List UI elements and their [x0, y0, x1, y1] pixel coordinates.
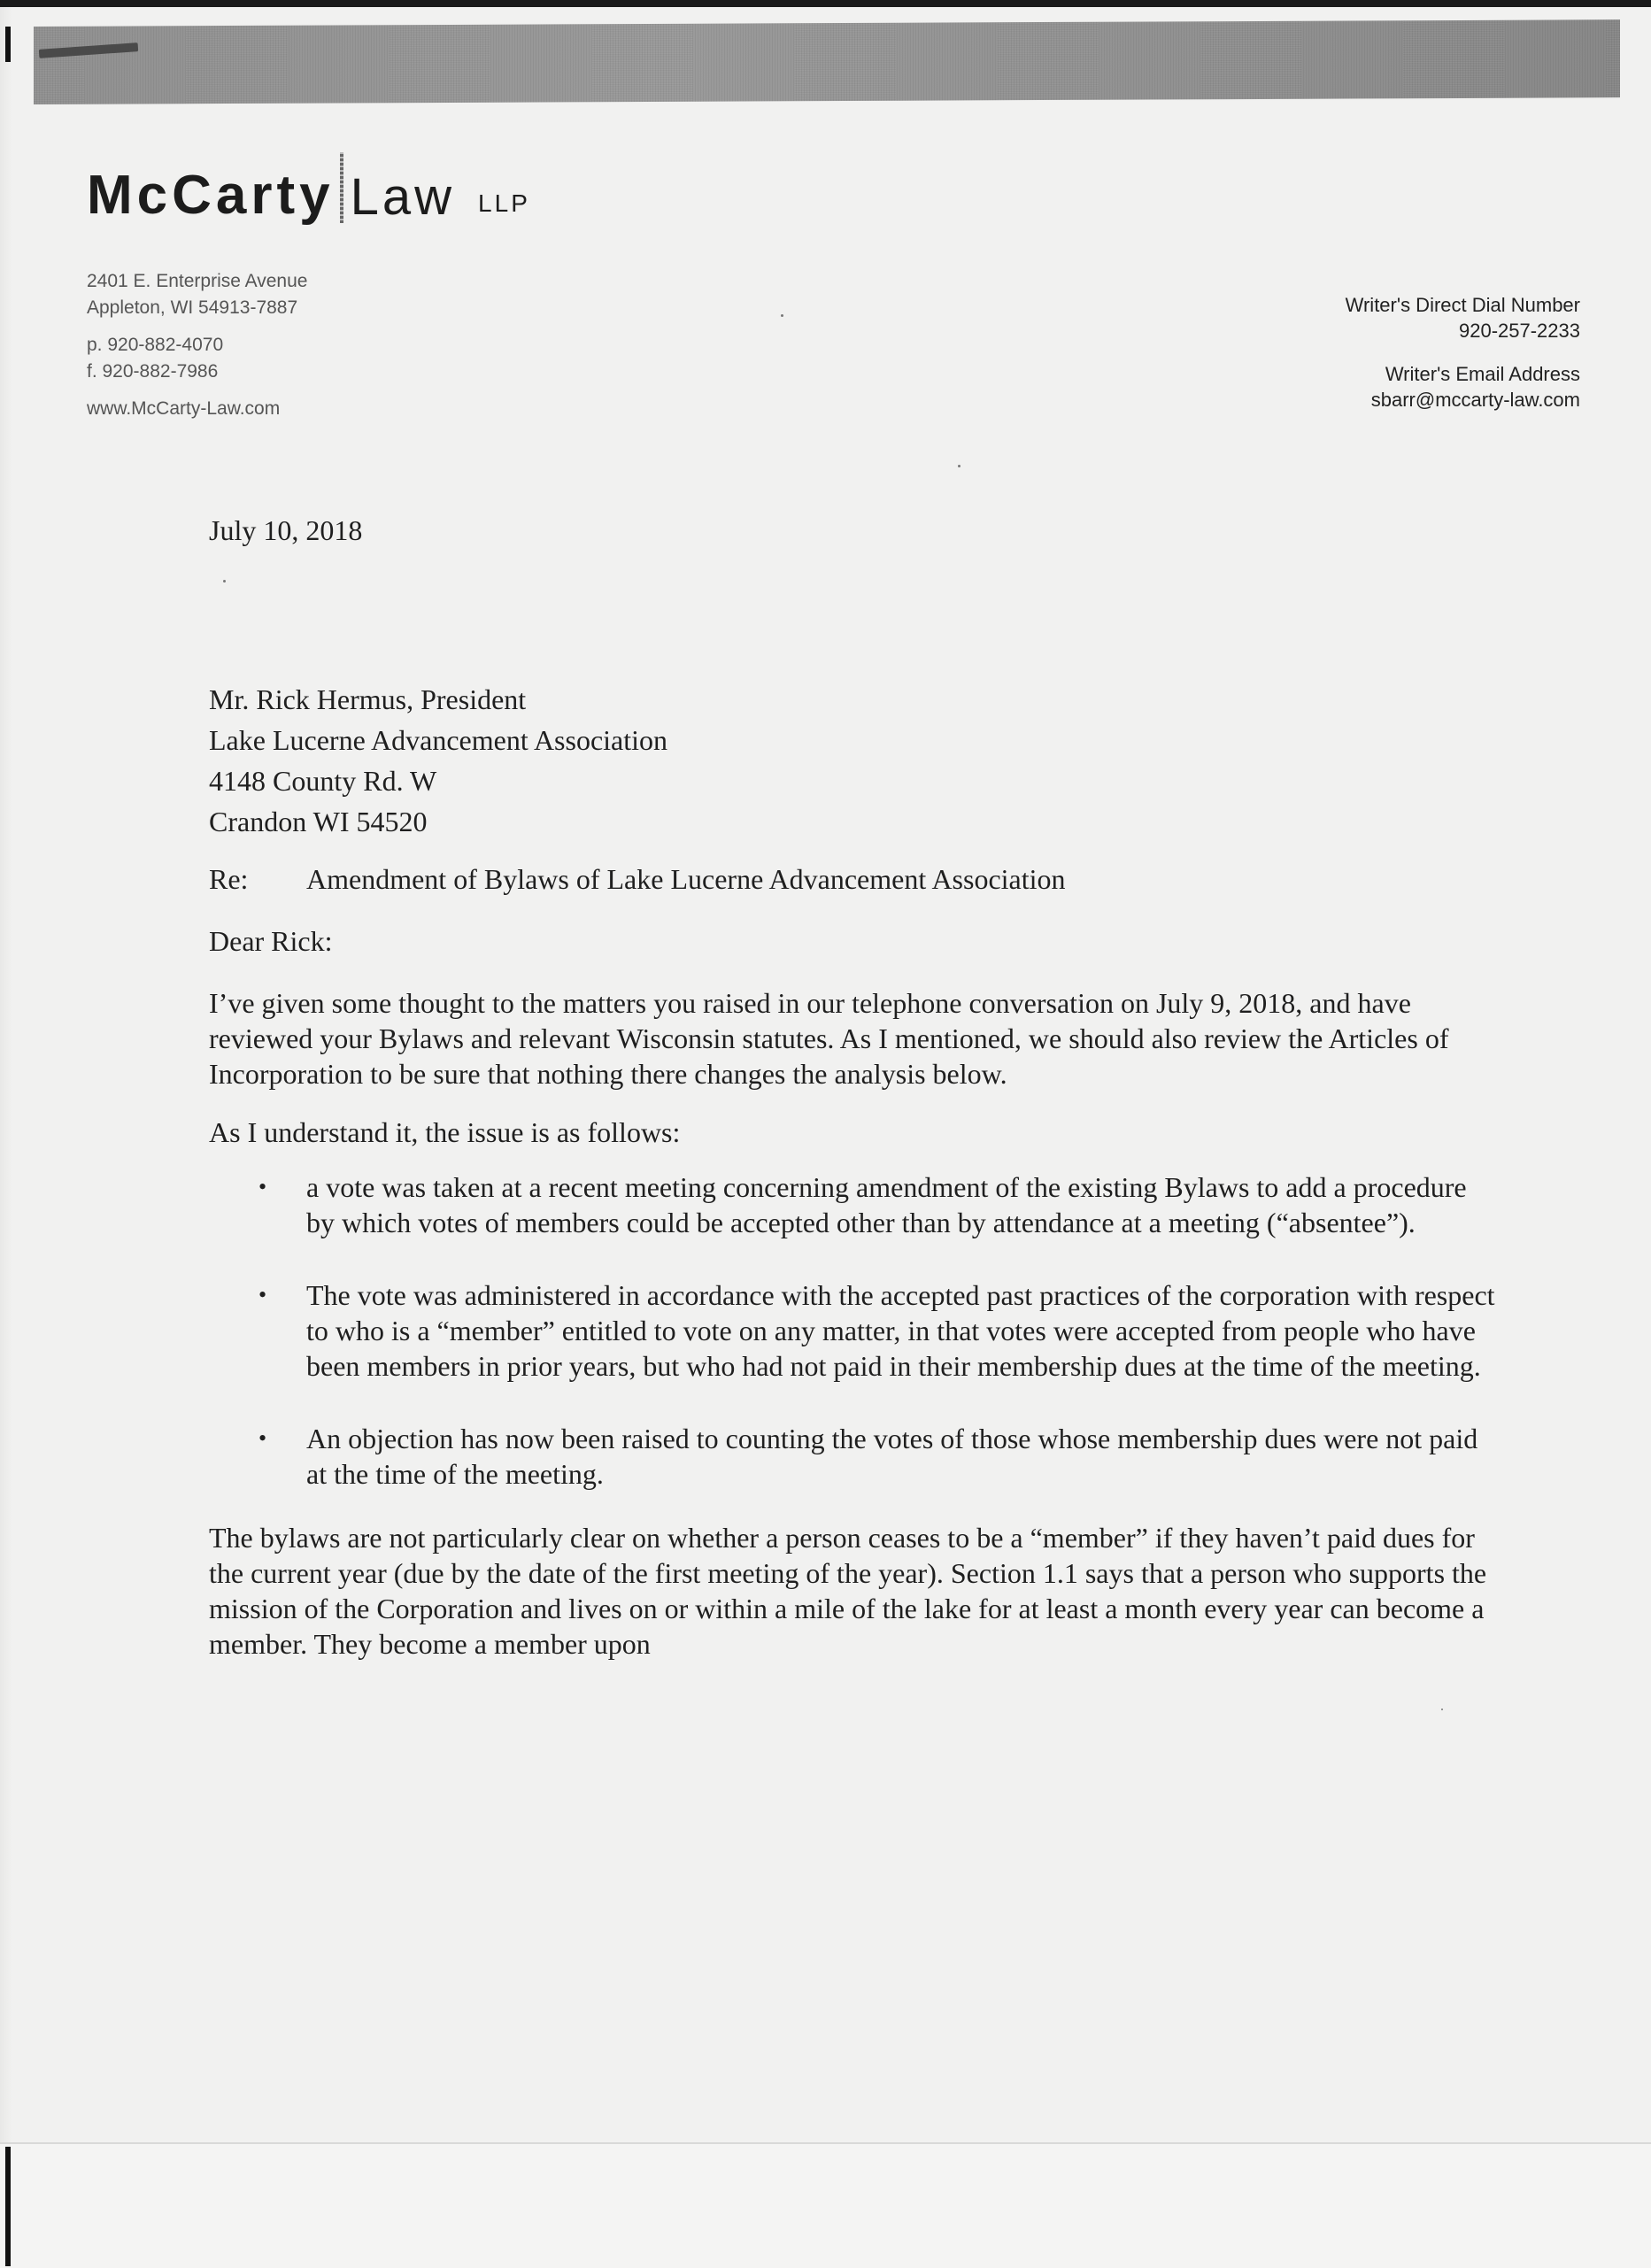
logo-divider [340, 152, 343, 223]
bullet-icon: • [258, 1425, 267, 1451]
scan-speck [781, 314, 783, 317]
direct-dial-label: Writer's Direct Dial Number [1345, 294, 1580, 316]
writer-contact-block [1346, 292, 1580, 413]
letter-body [209, 509, 1501, 1690]
logo-suffix: LLP [478, 189, 530, 217]
recipient-line: Lake Lucerne Advancement Association [209, 724, 668, 756]
logo-name-light: Law [350, 168, 456, 226]
firm-address-line1: 2401 E. Enterprise Avenue [87, 271, 308, 291]
firm-website: www.McCarty-Law.com [87, 398, 281, 419]
scan-speck [958, 465, 961, 467]
bullet-icon: • [258, 1174, 267, 1200]
letterhead-gray-bar [34, 19, 1620, 104]
firm-logo [87, 152, 530, 226]
letter-date: July 10, 2018 [209, 514, 363, 546]
list-item [258, 1277, 1501, 1384]
subject-line [209, 861, 1501, 897]
firm-address-line2: Appleton, WI 54913-7887 [87, 297, 298, 318]
firm-contact-block [87, 268, 307, 422]
bullet-icon: • [258, 1282, 267, 1308]
scan-bottom-band [0, 2142, 1651, 2268]
list-item-text: a vote was taken at a recent meeting concerning amendment of the existing Bylaws to add a procedure by which votes of members could be accepted other than by attendance at a meeting (“absentee”). [306, 1171, 1467, 1238]
list-item [258, 1421, 1501, 1492]
scan-speck [223, 580, 226, 582]
issue-list [258, 1169, 1501, 1492]
subject-label: Re: [209, 863, 249, 895]
writer-email: sbarr@mccarty-law.com [1370, 389, 1580, 411]
body-paragraph: I’ve given some thought to the matters you raised in our telephone conversation on July 9, 2018, and have reviewed your Bylaws and relevant Wisconsin statutes. As I mentioned, we should also review the Articles of Incorporation to be sure that nothing there changes the analysis below. [209, 987, 1449, 1090]
scan-artifact-mark [5, 2147, 11, 2266]
list-item-text: The vote was administered in accordance with the accepted past practices of the corporation with respect to who is a “member” entitled to vote on any matter, in that votes were accepted from people who have been members in prior years, but who had not paid in their membership dues at the time of the meeting. [306, 1279, 1495, 1382]
list-item [258, 1169, 1501, 1240]
direct-dial-number: 920-257-2233 [1458, 320, 1580, 342]
firm-phone: p. 920-882-4070 [87, 335, 224, 355]
recipient-line: 4148 County Rd. W [209, 765, 437, 797]
scan-speck [1441, 1709, 1443, 1710]
logo-name-bold: McCarty [87, 165, 335, 226]
body-paragraph: As I understand it, the issue is as follows: [209, 1116, 681, 1148]
recipient-line: Crandon WI 54520 [209, 806, 428, 837]
firm-fax: f. 920-882-7986 [87, 361, 219, 382]
scan-top-edge [0, 0, 1651, 7]
scan-left-edge [0, 7, 12, 2266]
email-label: Writer's Email Address [1385, 363, 1580, 385]
subject-text: Amendment of Bylaws of Lake Lucerne Advancement Association [306, 863, 1066, 895]
salutation: Dear Rick: [209, 925, 333, 957]
scan-artifact-mark [5, 27, 11, 62]
recipient-line: Mr. Rick Hermus, President [209, 683, 527, 715]
list-item-text: An objection has now been raised to counting the votes of those whose membership dues were not paid at the time of the meeting. [306, 1423, 1478, 1490]
recipient-address [209, 679, 1501, 842]
body-paragraph: The bylaws are not particularly clear on whether a person ceases to be a “member” if they haven’t paid dues for the current year (due by the date of the first meeting of the year). Section 1.1 says that a person who supports the mission of the Corporation and lives on or within a mile of the lake for at least a month every year can become a member. They become a member upon [209, 1522, 1487, 1660]
